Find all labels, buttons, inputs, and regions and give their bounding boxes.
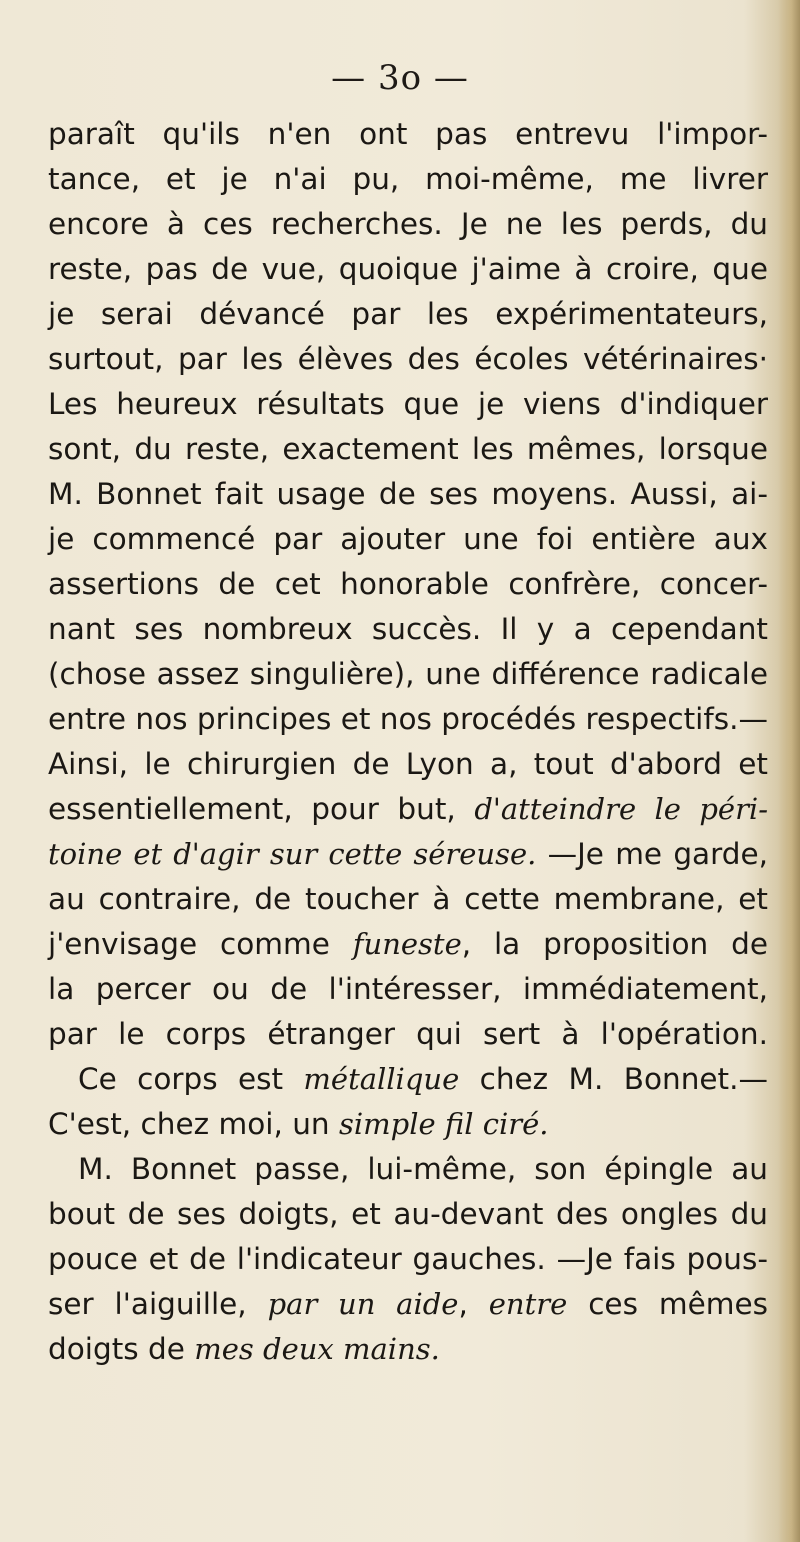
text-line: nant ses nombreux succès. Il y a cependant: [48, 612, 768, 646]
text-line: reste, pas de vue, quoique j'aime à croire, que: [48, 252, 768, 286]
italic-phrase: par un aide: [267, 1287, 459, 1321]
text-line: Ainsi, le chirurgien de Lyon a, tout d'abord et: [48, 747, 768, 781]
text-line: doigts de mes deux mains.: [48, 1332, 440, 1366]
text-line: bout de ses doigts, et au-devant des ongles du: [48, 1197, 768, 1231]
text-line: toine et d'agir sur cette séreuse. —Je me garde,: [48, 837, 768, 871]
text-line: M. Bonnet fait usage de ses moyens. Aussi, ai-: [48, 477, 768, 511]
text-line: entre nos principes et nos procédés respectifs.—: [48, 702, 769, 736]
italic-phrase: simple fil ciré.: [338, 1107, 549, 1141]
text-line: je commencé par ajouter une foi entière aux: [48, 522, 768, 556]
text-line: sont, du reste, exactement les mêmes, lorsque: [48, 432, 768, 466]
italic-phrase: funeste: [352, 927, 462, 961]
text-line: au contraire, de toucher à cette membrane, et: [48, 882, 768, 916]
page-number: — 3o —: [331, 58, 469, 98]
text-line: la percer ou de l'intéresser, immédiatement,: [48, 972, 768, 1006]
text-line: M. Bonnet passe, lui-même, son épingle au: [78, 1152, 768, 1186]
text-line: surtout, par les élèves des écoles vétérinaires·: [48, 342, 768, 376]
italic-phrase: métallique: [303, 1062, 460, 1096]
text-line: paraît qu'ils n'en ont pas entrevu l'impor-: [48, 117, 768, 151]
text-line: je serai dévancé par les expérimentateurs,: [48, 297, 768, 331]
text-line: encore à ces recherches. Je ne les perds, du: [48, 207, 768, 241]
italic-phrase: mes deux mains.: [194, 1332, 440, 1366]
text-line: j'envisage comme funeste, la proposition de: [48, 927, 768, 961]
text-line: par le corps étranger qui sert à l'opération.: [48, 1017, 768, 1051]
page-edge-shadow: [778, 0, 800, 1542]
text-line: pouce et de l'indicateur gauches. —Je fais pous-: [48, 1242, 768, 1276]
body-text: [48, 112, 768, 1372]
text-line: (chose assez singulière), une différence radicale: [48, 657, 768, 691]
text-line: assertions de cet honorable confrère, concer-: [48, 567, 768, 601]
text-line: Les heureux résultats que je viens d'indiquer: [48, 387, 768, 421]
text-line: tance, et je n'ai pu, moi-même, me livrer: [48, 162, 768, 196]
italic-phrase: toine et d'agir sur cette séreuse.: [48, 837, 537, 871]
text-line: Ce corps est métallique chez M. Bonnet.—: [78, 1062, 768, 1096]
italic-phrase: entre: [488, 1287, 568, 1321]
text-line: ser l'aiguille, par un aide, entre ces mêmes: [48, 1287, 768, 1321]
text-line: essentiellement, pour but, d'atteindre le péri-: [48, 792, 769, 826]
italic-phrase: d'atteindre le péri-: [474, 792, 769, 826]
text-line: C'est, chez moi, un simple fil ciré.: [48, 1107, 549, 1141]
